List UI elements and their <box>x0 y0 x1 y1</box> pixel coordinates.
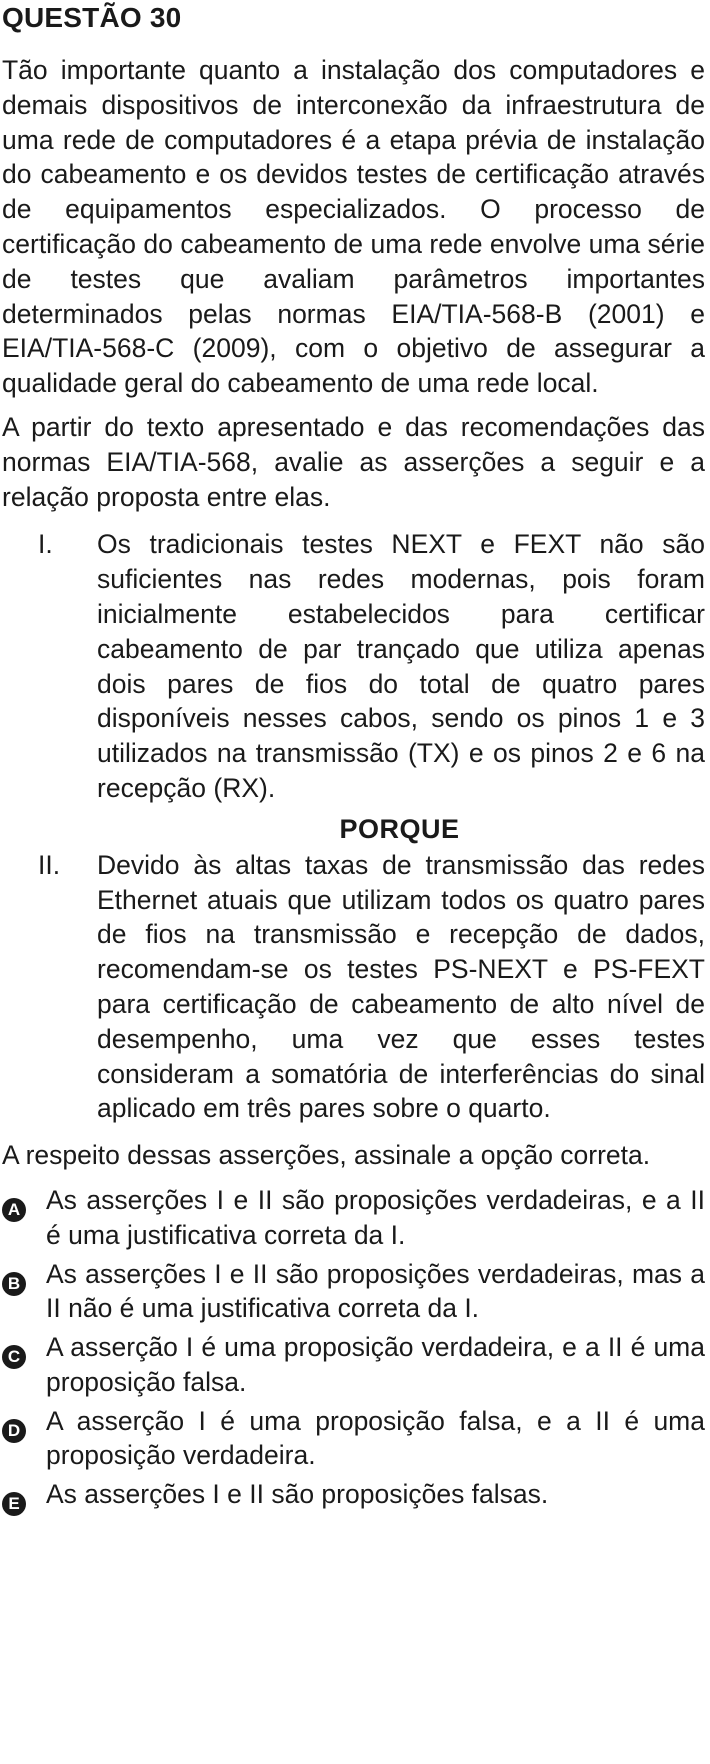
option-letter-badge: A <box>2 1198 26 1222</box>
question-page <box>2 0 705 1522</box>
question-title: QUESTÃO 30 <box>2 2 182 33</box>
option-letter-badge: B <box>2 1272 26 1296</box>
connector-label: PORQUE <box>339 813 460 844</box>
answer-prompt: A respeito dessas asserções, assinale a opção correta. <box>2 1140 651 1171</box>
option-letter-badge: E <box>2 1492 26 1516</box>
option-text: A asserção I é uma proposição falsa, e a II é uma proposição verdadeira. <box>46 1405 705 1471</box>
assertion-item <box>2 527 705 805</box>
option-letter-badge: C <box>2 1345 26 1369</box>
option-e[interactable] <box>2 1477 705 1518</box>
assertion-number: I. <box>38 529 53 560</box>
option-text: As asserções I e II são proposições falsas. <box>46 1479 549 1510</box>
instruction-paragraph: A partir do texto apresentado e das recomendações das normas EIA/TIA-568, avalie as asserções a seguir e a relação proposta entre elas. <box>2 411 705 512</box>
assertion-number: II. <box>38 849 61 880</box>
option-letter-badge: D <box>2 1419 26 1443</box>
assertions-list <box>2 527 705 1126</box>
option-b[interactable] <box>2 1257 705 1327</box>
context-paragraph: Tão importante quanto a instalação dos computadores e demais dispositivos de interconexão da infraestrutura de uma rede de computadores é a etapa prévia de instalação do cabeamento e os devidos testes de certificação através de equipamentos especializados. O processo de certificação do cabeamento de uma rede envolve uma série de testes que avaliam parâmetros importantes determinados pelas normas EIA/TIA-568-B (2001) e EIA/TIA-568-C (2009), com o objetivo de assegurar a qualidade geral do cabeamento de uma rede local. <box>2 55 705 399</box>
option-a[interactable] <box>2 1183 705 1253</box>
option-c[interactable] <box>2 1330 705 1400</box>
option-text: As asserções I e II são proposições verdadeiras, e a II é uma justificativa correta da I. <box>46 1184 705 1250</box>
answer-options <box>2 1183 705 1518</box>
option-text: A asserção I é uma proposição verdadeira, e a II é uma proposição falsa. <box>46 1332 705 1397</box>
option-text: As asserções I e II são proposições verdadeiras, mas a II não é uma justificativa correta da I. <box>46 1258 705 1324</box>
assertion-text: Devido às altas taxas de transmissão das redes Ethernet atuais que utilizam todos os quatro pares de fios na transmissão e recepção de dados, recomendam-se os testes PS-NEXT e PS-FEXT para certificação de cabeamento de alto nível de desempenho, uma vez que esses testes consideram a somatória de interferências do sinal aplicado em três pares sobre o quarto. <box>97 849 705 1124</box>
assertion-text: Os tradicionais testes NEXT e FEXT não são suficientes nas redes modernas, pois foram inicialmente estabelecidos para certificar cabeamento de par trançado que utiliza apenas dois pares de fios do total de quatro pares disponíveis nesses cabos, sendo os pinos 1 e 3 utilizados na transmissão (TX) e os pinos 2 e 6 na recepção (RX). <box>97 529 705 803</box>
assertion-item <box>2 848 705 1126</box>
option-d[interactable] <box>2 1404 705 1474</box>
